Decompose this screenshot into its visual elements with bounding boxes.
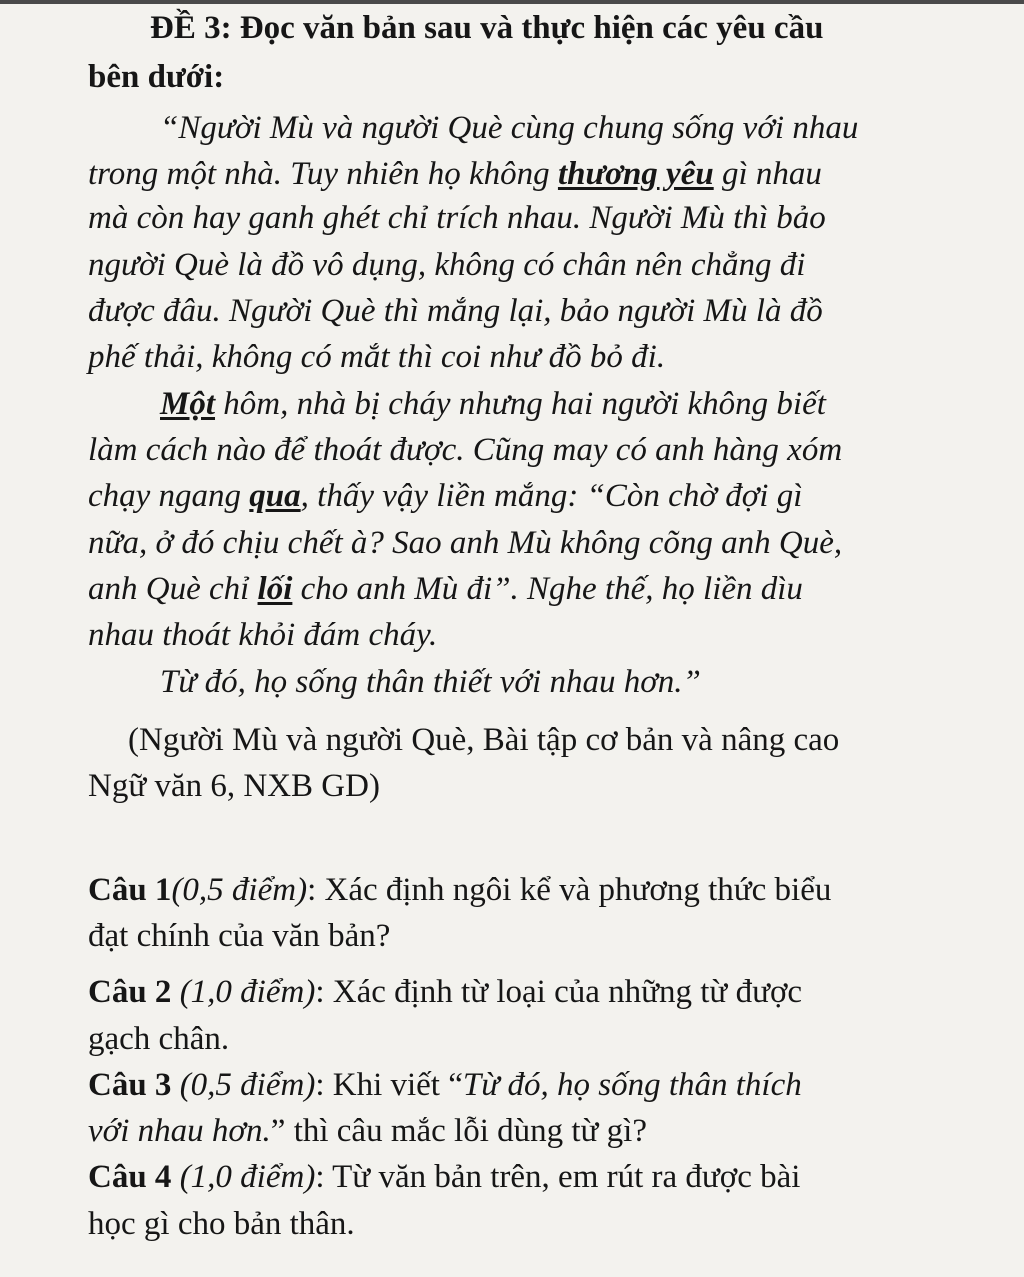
question-1-points: (0,5 điểm): [171, 872, 308, 908]
underlined-word-loi: lối: [257, 571, 293, 607]
source-line-2: Ngữ văn 6, NXB GD): [88, 768, 380, 804]
heading-line-2: bên dưới:: [88, 59, 225, 95]
question-1-line-1: Câu 1(0,5 điểm): Xác định ngôi kể và phương thức biểu: [88, 872, 832, 908]
question-1-label: Câu 1: [88, 872, 172, 908]
underlined-word-thuong-yeu: thương yêu: [557, 156, 714, 192]
underlined-word-mot: Một: [160, 386, 216, 422]
question-4-line-2: học gì cho bản thân.: [88, 1206, 355, 1242]
passage-p2-line-4: nữa, ở đó chịu chết à? Sao anh Mù không cõng anh Què,: [88, 525, 843, 561]
passage-p2-line-6: nhau thoát khỏi đám cháy.: [88, 617, 438, 653]
passage-p1-line-3: mà còn hay ganh ghét chỉ trích nhau. Người Mù thì bảo: [88, 200, 826, 236]
question-2-label: Câu 2: [88, 974, 180, 1010]
question-4-points: (1,0 điểm): [179, 1159, 316, 1195]
passage-p2-line-3: chạy ngang qua, thấy vậy liền mắng: “Còn chờ đợi gì: [88, 478, 803, 514]
passage-p1-line-5: được đâu. Người Què thì mắng lại, bảo người Mù là đồ: [88, 293, 823, 329]
question-3-line-1: Câu 3 (0,5 điểm): Khi viết “Từ đó, họ sống thân thích: [88, 1067, 802, 1103]
passage-p3-line-1: Từ đó, họ sống thân thiết với nhau hơn.”: [160, 664, 701, 700]
question-3-label: Câu 3: [88, 1067, 180, 1103]
passage-p1-line-2: trong một nhà. Tuy nhiên họ không thương yêu gì nhau: [88, 156, 822, 192]
passage-p2-line-5: anh Què chỉ lối cho anh Mù đi”. Nghe thế, họ liền dìu: [88, 571, 803, 607]
question-4-line-1: Câu 4 (1,0 điểm): Từ văn bản trên, em rút ra được bài: [88, 1159, 801, 1195]
underlined-word-qua: qua: [249, 478, 301, 514]
question-4-label: Câu 4: [88, 1159, 180, 1195]
passage-p2-line-2: làm cách nào để thoát được. Cũng may có anh hàng xóm: [88, 432, 843, 468]
question-2-line-1: Câu 2 (1,0 điểm): Xác định từ loại của những từ được: [88, 974, 803, 1010]
question-1-line-2: đạt chính của văn bản?: [88, 918, 391, 954]
passage-p1-line-4: người Què là đồ vô dụng, không có chân nên chẳng đi: [88, 247, 806, 283]
question-2-points: (1,0 điểm): [179, 974, 316, 1010]
heading-line-1: ĐỀ 3: Đọc văn bản sau và thực hiện các yêu cầu: [150, 10, 824, 46]
passage-p1-line-1: “Người Mù và người Què cùng chung sống với nhau: [160, 110, 859, 146]
question-3-points: (0,5 điểm): [179, 1067, 316, 1103]
source-line-1: (Người Mù và người Què, Bài tập cơ bản và nâng cao: [128, 722, 840, 758]
passage-p1-line-6: phế thải, không có mắt thì coi như đồ bỏ đi.: [88, 339, 666, 375]
passage-p2-line-1: Một hôm, nhà bị cháy nhưng hai người không biết: [160, 386, 826, 422]
question-3-line-2: với nhau hơn.” thì câu mắc lỗi dùng từ gì?: [88, 1113, 647, 1149]
question-2-line-2: gạch chân.: [88, 1021, 230, 1057]
